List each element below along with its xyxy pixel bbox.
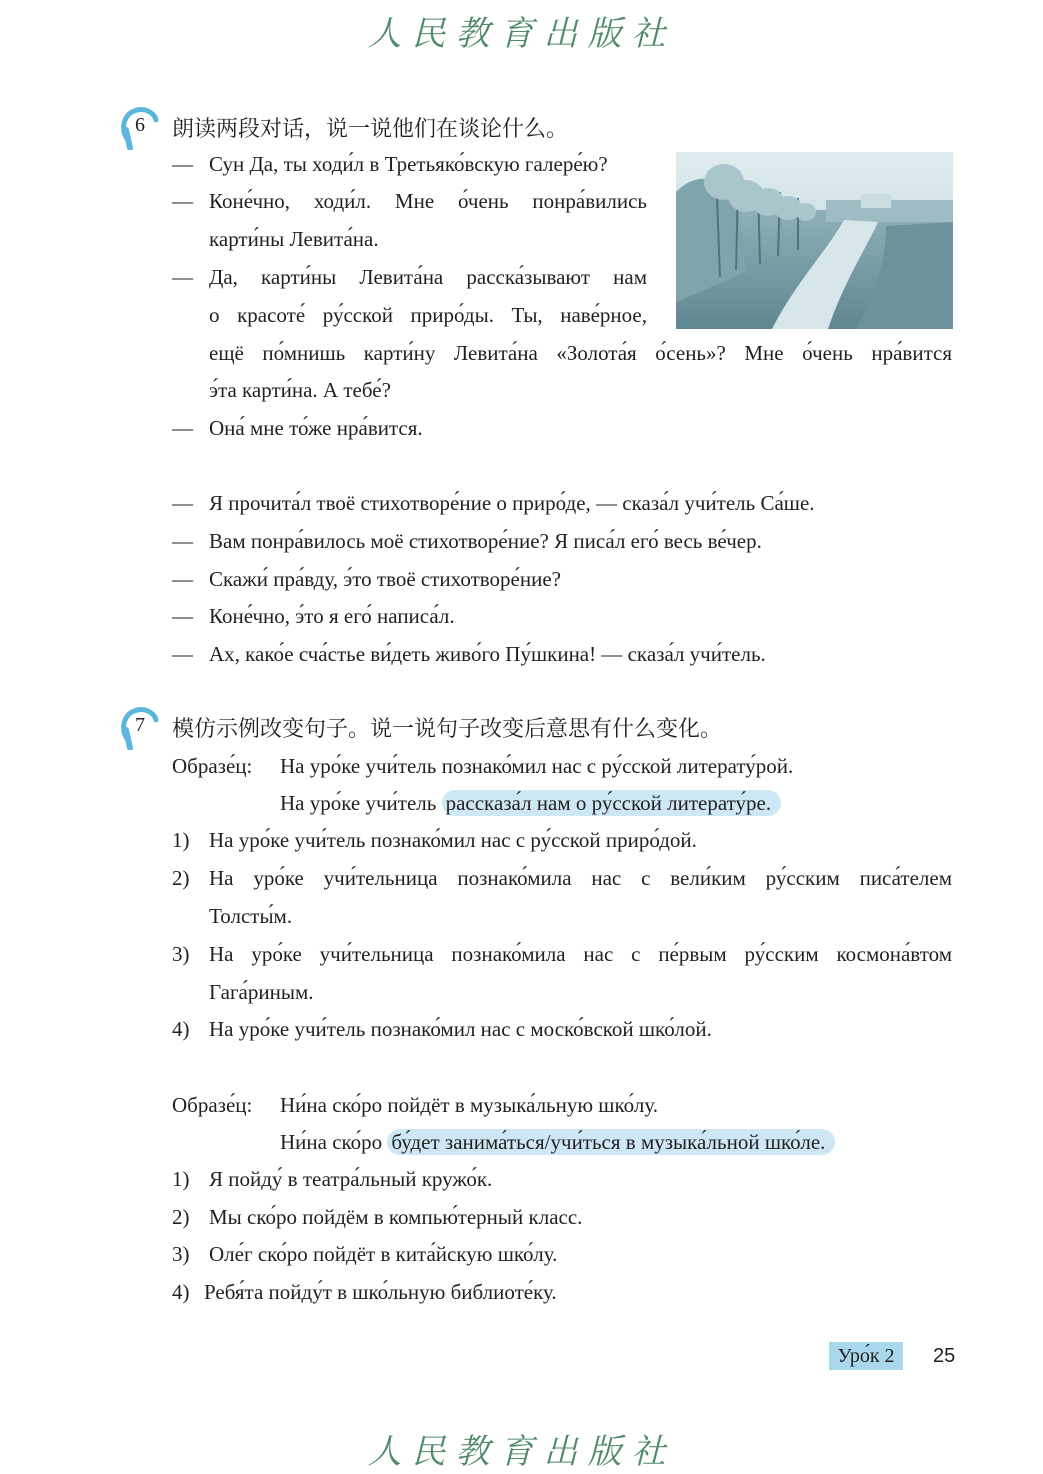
exercise-7-heading (120, 706, 980, 750)
dialog-dash: — (172, 189, 193, 213)
dialog1-line: ещё по́мнишь карти́ну Левита́на «Золота́я о́сень»? Мне о́чень нра́вится (209, 341, 952, 365)
dialog1-line: Да, карти́ны Левита́на расска́зывают нам (209, 265, 647, 289)
list-item: Ребя́та пойду́т в шко́льную библиоте́ку. (204, 1280, 557, 1304)
sample-plain: Ни́на ско́ро (280, 1130, 383, 1154)
dialog1-line: э́та карти́на. А тебе́? (209, 378, 391, 402)
dialog2-line: Вам понра́вилось моё стихотворе́ние? Я писа́л его́ весь ве́чер. (209, 529, 762, 553)
sample-sentence-transformed (280, 1128, 835, 1156)
sample-highlight: бу́дет занима́ться/учи́ться в музыка́льной шко́ле. (387, 1129, 835, 1155)
item-number: 2) (172, 1205, 190, 1229)
dialog-dash: — (172, 265, 193, 289)
sample-label: Образе́ц: (172, 1093, 253, 1117)
exercise-number: 6 (135, 114, 145, 136)
list-item: На уро́ке учи́тельница познако́мила нас с вели́ким ру́сским писа́телем (209, 866, 952, 890)
exercise-title: 模仿示例改变句子。说一说句子改变后意思有什么变化。 (172, 717, 723, 742)
sample-sentence-transformed (280, 789, 781, 817)
dialog-dash: — (172, 529, 193, 553)
dialog2-line: Скажи́ пра́вду, э́то твоё стихотворе́ние? (209, 567, 561, 591)
exercise-title: 朗读两段对话，说一说他们在谈论什么。 (172, 117, 569, 142)
dialog-dash: — (172, 642, 193, 666)
publisher-logo-top: 人民教育出版社 (367, 14, 676, 54)
item-number: 3) (172, 1242, 190, 1266)
list-item-continued: Гага́риным. (209, 980, 314, 1004)
sample-sentence: Ни́на ско́ро пойдёт в музыка́льную шко́лу. (280, 1093, 658, 1117)
list-item-continued: Толсты́м. (209, 904, 293, 928)
sample-label: Образе́ц: (172, 754, 253, 778)
page-number: 25 (933, 1345, 956, 1367)
sample-highlight: рассказа́л нам о ру́сской литерату́ре. (442, 790, 782, 816)
sample-plain: На уро́ке учи́тель (280, 791, 437, 815)
item-number: 3) (172, 942, 190, 966)
sample-sentence: На уро́ке учи́тель познако́мил нас с ру́сской литерату́рой. (280, 754, 794, 778)
dialog2-line: Я прочита́л твоё стихотворе́ние о приро́де, — сказа́л учи́тель Са́ше. (209, 491, 815, 515)
publisher-logo-bottom: 人民教育出版社 (367, 1432, 676, 1472)
list-item: На уро́ке учи́тельница познако́мила нас с пе́рвым ру́сским космона́втом (209, 942, 952, 966)
dialog1-line: карти́ны Левита́на. (209, 227, 379, 251)
item-number: 2) (172, 866, 190, 890)
levitan-painting-image (676, 152, 953, 329)
dialog2-line: Ах, како́е сча́стье ви́деть живо́го Пу́шкина! — сказа́л учи́тель. (209, 642, 766, 666)
lesson-tag: Уро́к 2 (829, 1342, 903, 1370)
dialog-dash: — (172, 567, 193, 591)
dialog-dash: — (172, 416, 193, 440)
dialog-dash: — (172, 604, 193, 628)
item-number: 4) (172, 1017, 190, 1041)
list-item: Мы ско́ро пойдём в компью́терный класс. (209, 1205, 583, 1229)
dialog1-line: Сун Да, ты ходи́л в Третьяко́вскую галере́ю? (209, 152, 608, 176)
list-item: Оле́г ско́ро пойдёт в кита́йскую шко́лу. (209, 1242, 558, 1266)
dialog-dash: — (172, 491, 193, 515)
dialog-dash: — (172, 152, 193, 176)
item-number: 1) (172, 828, 190, 852)
exercise-6-heading (120, 106, 980, 150)
dialog1-line: Она́ мне то́же нра́вится. (209, 416, 423, 440)
list-item: Я пойду́ в театра́льный кружо́к. (209, 1167, 493, 1191)
dialog2-line: Коне́чно, э́то я его́ написа́л. (209, 604, 455, 628)
exercise-number: 7 (135, 714, 145, 736)
dialog1-line: Коне́чно, ходи́л. Мне о́чень понра́вились (209, 189, 647, 213)
list-item: На уро́ке учи́тель познако́мил нас с моско́вской шко́лой. (209, 1017, 712, 1041)
item-number: 1) (172, 1167, 190, 1191)
list-item: На уро́ке учи́тель познако́мил нас с ру́сской приро́дой. (209, 828, 697, 852)
dialog1-line: о красоте́ ру́сской приро́ды. Ты, наве́рное, (209, 303, 647, 327)
item-number: 4) (172, 1280, 190, 1304)
